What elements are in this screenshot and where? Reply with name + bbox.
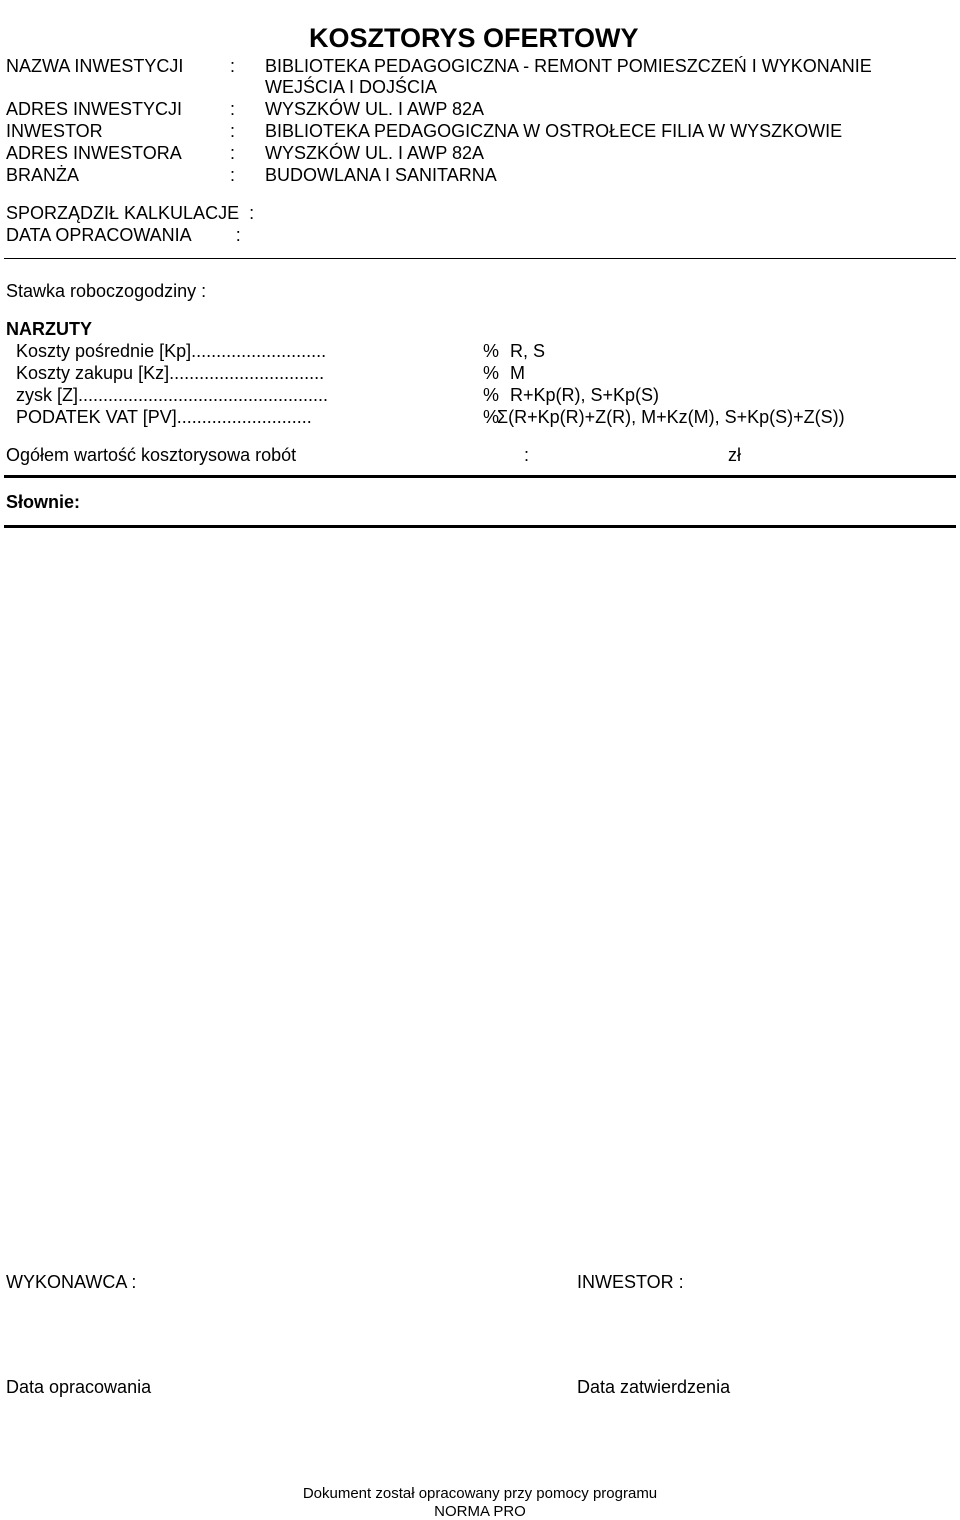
header-value-investor: BIBLIOTEKA PEDAGOGICZNA W OSTROŁECE FILIA W WYSZKOWIE: [265, 121, 843, 141]
header-sep: :: [230, 143, 236, 163]
header-sep: :: [230, 99, 236, 119]
header-value-investment-address: WYSZKÓW UL. I AWP 82A: [265, 99, 485, 119]
header-label-investment-name: NAZWA INWESTYCJI: [6, 56, 184, 76]
markup-unit: %: [483, 385, 500, 405]
date-approved-label: Data zatwierdzenia: [577, 1377, 731, 1397]
header-value-investment-name-cont: WEJŚCIA I DOJŚCIA: [265, 77, 438, 97]
markup-label-profit: zysk [Z]..................................................: [16, 385, 329, 405]
total-label: Ogółem wartość kosztorysowa robót: [6, 445, 297, 465]
markup-label-vat: PODATEK VAT [PV]...........................: [16, 407, 312, 427]
markup-basis: M: [510, 363, 525, 383]
markup-unit: %: [483, 341, 500, 361]
header-sep: :: [230, 165, 236, 185]
divider-line: [4, 525, 956, 528]
header-label-investment-address: ADRES INWESTYCJI: [6, 99, 183, 119]
header-label-investor-address: ADRES INWESTORA: [6, 143, 182, 163]
markup-unit: %: [483, 363, 500, 383]
markup-label-purchase-costs: Koszty zakupu [Kz]...............................: [16, 363, 325, 383]
header-label-branch: BRANŻA: [6, 165, 80, 185]
prepared-by-label: SPORZĄDZIŁ KALKULACJE :: [6, 203, 255, 223]
header-label-investor: INWESTOR: [6, 121, 103, 141]
footer-line-1: Dokument został opracowany przy pomocy programu: [302, 1485, 658, 1502]
header-sep: :: [230, 56, 236, 76]
markups-heading: NARZUTY: [6, 319, 92, 339]
header-sep: :: [230, 121, 236, 141]
investor-label: INWESTOR :: [577, 1272, 684, 1292]
contractor-label: WYKONAWCA :: [6, 1272, 137, 1292]
markup-basis: Σ(R+Kp(R)+Z(R), M+Kz(M), S+Kp(S)+Z(S)): [497, 407, 845, 427]
markup-basis: R, S: [510, 341, 546, 361]
date-prepared-label: Data opracowania: [6, 1377, 152, 1397]
total-currency: zł: [728, 445, 741, 465]
divider-line: [4, 258, 956, 259]
header-value-branch: BUDOWLANA I SANITARNA: [265, 165, 497, 185]
header-value-investor-address: WYSZKÓW UL. I AWP 82A: [265, 143, 485, 163]
document-title: KOSZTORYS OFERTOWY: [309, 23, 639, 53]
header-value-investment-name: BIBLIOTEKA PEDAGOGICZNA - REMONT POMIESZCZEŃ I WYKONANIE: [265, 56, 872, 76]
markup-basis: R+Kp(R), S+Kp(S): [510, 385, 660, 405]
markup-unit: %: [483, 407, 500, 427]
divider-line: [4, 475, 956, 478]
footer-line-2: NORMA PRO: [434, 1503, 526, 1520]
in-words-label: Słownie:: [6, 492, 81, 512]
prepared-date-label: DATA OPRACOWANIA :: [6, 225, 241, 245]
total-sep: :: [524, 445, 530, 465]
markup-label-indirect-costs: Koszty pośrednie [Kp]...........................: [16, 341, 327, 361]
hourly-rate-label: Stawka roboczogodziny :: [6, 281, 207, 301]
